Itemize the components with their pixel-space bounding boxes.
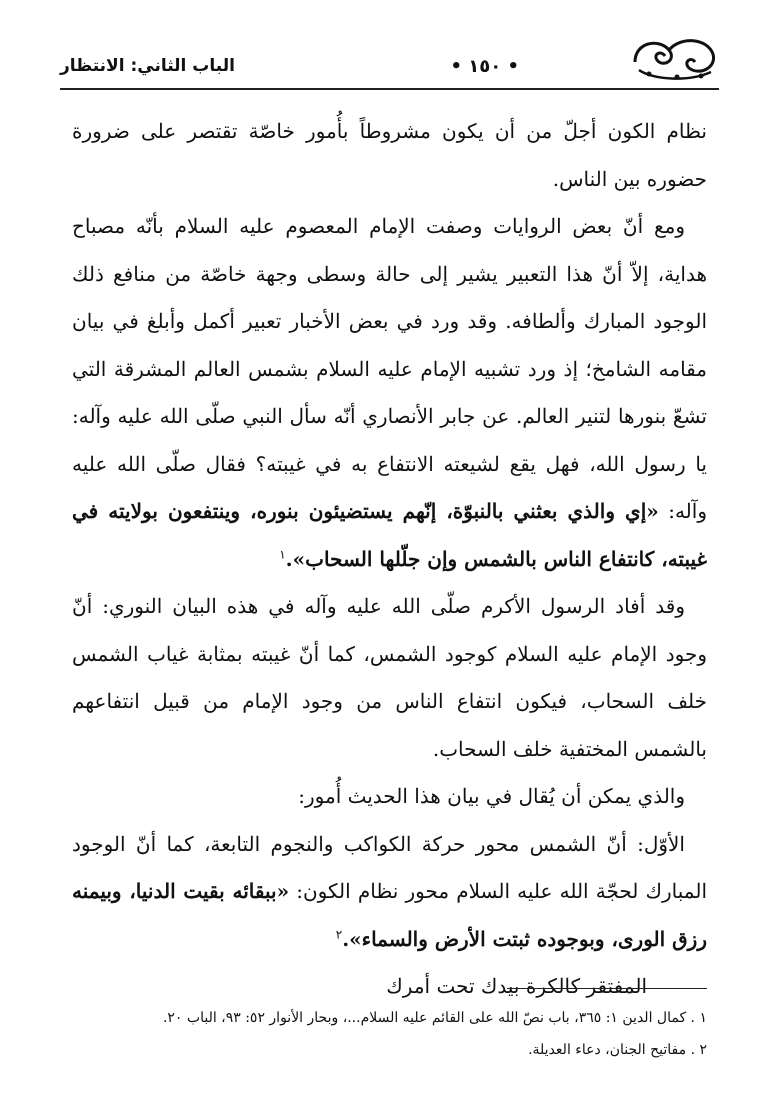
hadith-quote-2: «ببقائه بقيت الدنيا، وبيمنه رزق الورى، وبوجوده ثبتت الأرض والسماء». [72,879,707,951]
paragraph-5-text: الأوّل: أنّ الشمس محور حركة الكواكب والنجوم التابعة، كما أنّ الوجود المبارك لحجّة الله عليه السلام محور نظام الكون: [72,831,708,903]
page-number: • ١٥٠ • [450,56,519,77]
paragraph-2 [72,203,707,583]
main-text [72,108,707,1011]
paragraph-2-text: ومع أنّ بعض الروايات وصفت الإمام المعصوم عليه السلام بأنّه مصباح هداية، إلاّ أنّ هذا التعبير يشير إلى حالة وسطى وجهة خاصّة من منافع ذلك الوجود المبارك وألطافه. وقد ورد في بعض الأخبار تعبير أكمل وأبلغ في بيان مقامه الشامخ؛ إذ ورد تشبيه الإمام عليه السلام بشمس العالم المشرقة التي تشعّ بنورها لتنير العالم. عن جابر الأنصاري أنّه سأل النبي صلّى الله عليه وآله: يا رسول الله، فهل يقع لشيعته الانتفاع به في غيبته؟ فقال صلّى الله عليه وآله: [72,214,707,523]
header-divider [60,88,719,90]
ornament-icon [629,32,719,84]
footnote-2: ٢ . مفاتيح الجنان، دعاء العديلة. [528,1042,707,1058]
footnote-ref-1[interactable]: ١ [279,546,286,561]
paragraph-5 [72,821,707,964]
footnotes [72,1002,707,1066]
footnote-divider [507,988,707,989]
paragraph-4: والذي يمكن أن يُقال في بيان هذا الحديث أُمور: [298,784,685,808]
paragraph-1: نظام الكون أجلّ من أن يكون مشروطاً بأُمور خاصّة تقتصر على ضرورة حضوره بين الناس. [72,119,707,191]
footnote-1: ١ . كمال الدين ١: ٣٦٥، باب نصّ الله على القائم عليه السلام...، وبحار الأنوار ٥٢: ٩٣، الباب ٢٠. [162,1010,707,1026]
chapter-title: الباب الثاني: الانتظار [60,56,235,76]
footnote-ref-2[interactable]: ٢ [335,926,343,941]
hadith-quote-1: «إي والذي بعثني بالنبوّة، إنّهم يستضيئون بنوره، وينتفعون بولايته في غيبته، كانتفاع الناس بالشمس وإن جلّلها السحاب». [72,499,707,571]
verse-line: المفتقر كالكرة بيدك تحت أمرك [386,974,647,998]
paragraph-3: وقد أفاد الرسول الأكرم صلّى الله عليه وآله في هذه البيان النوري: أنّ وجود الإمام عليه السلام كوجود الشمس، كما أنّ غيبته بمثابة غياب الشمس خلف السحاب، فيكون انتفاع الناس من وجود الإمام من قبيل انتفاعهم بالشمس المختفية خلف السحاب. [72,594,707,761]
running-header [60,28,719,90]
